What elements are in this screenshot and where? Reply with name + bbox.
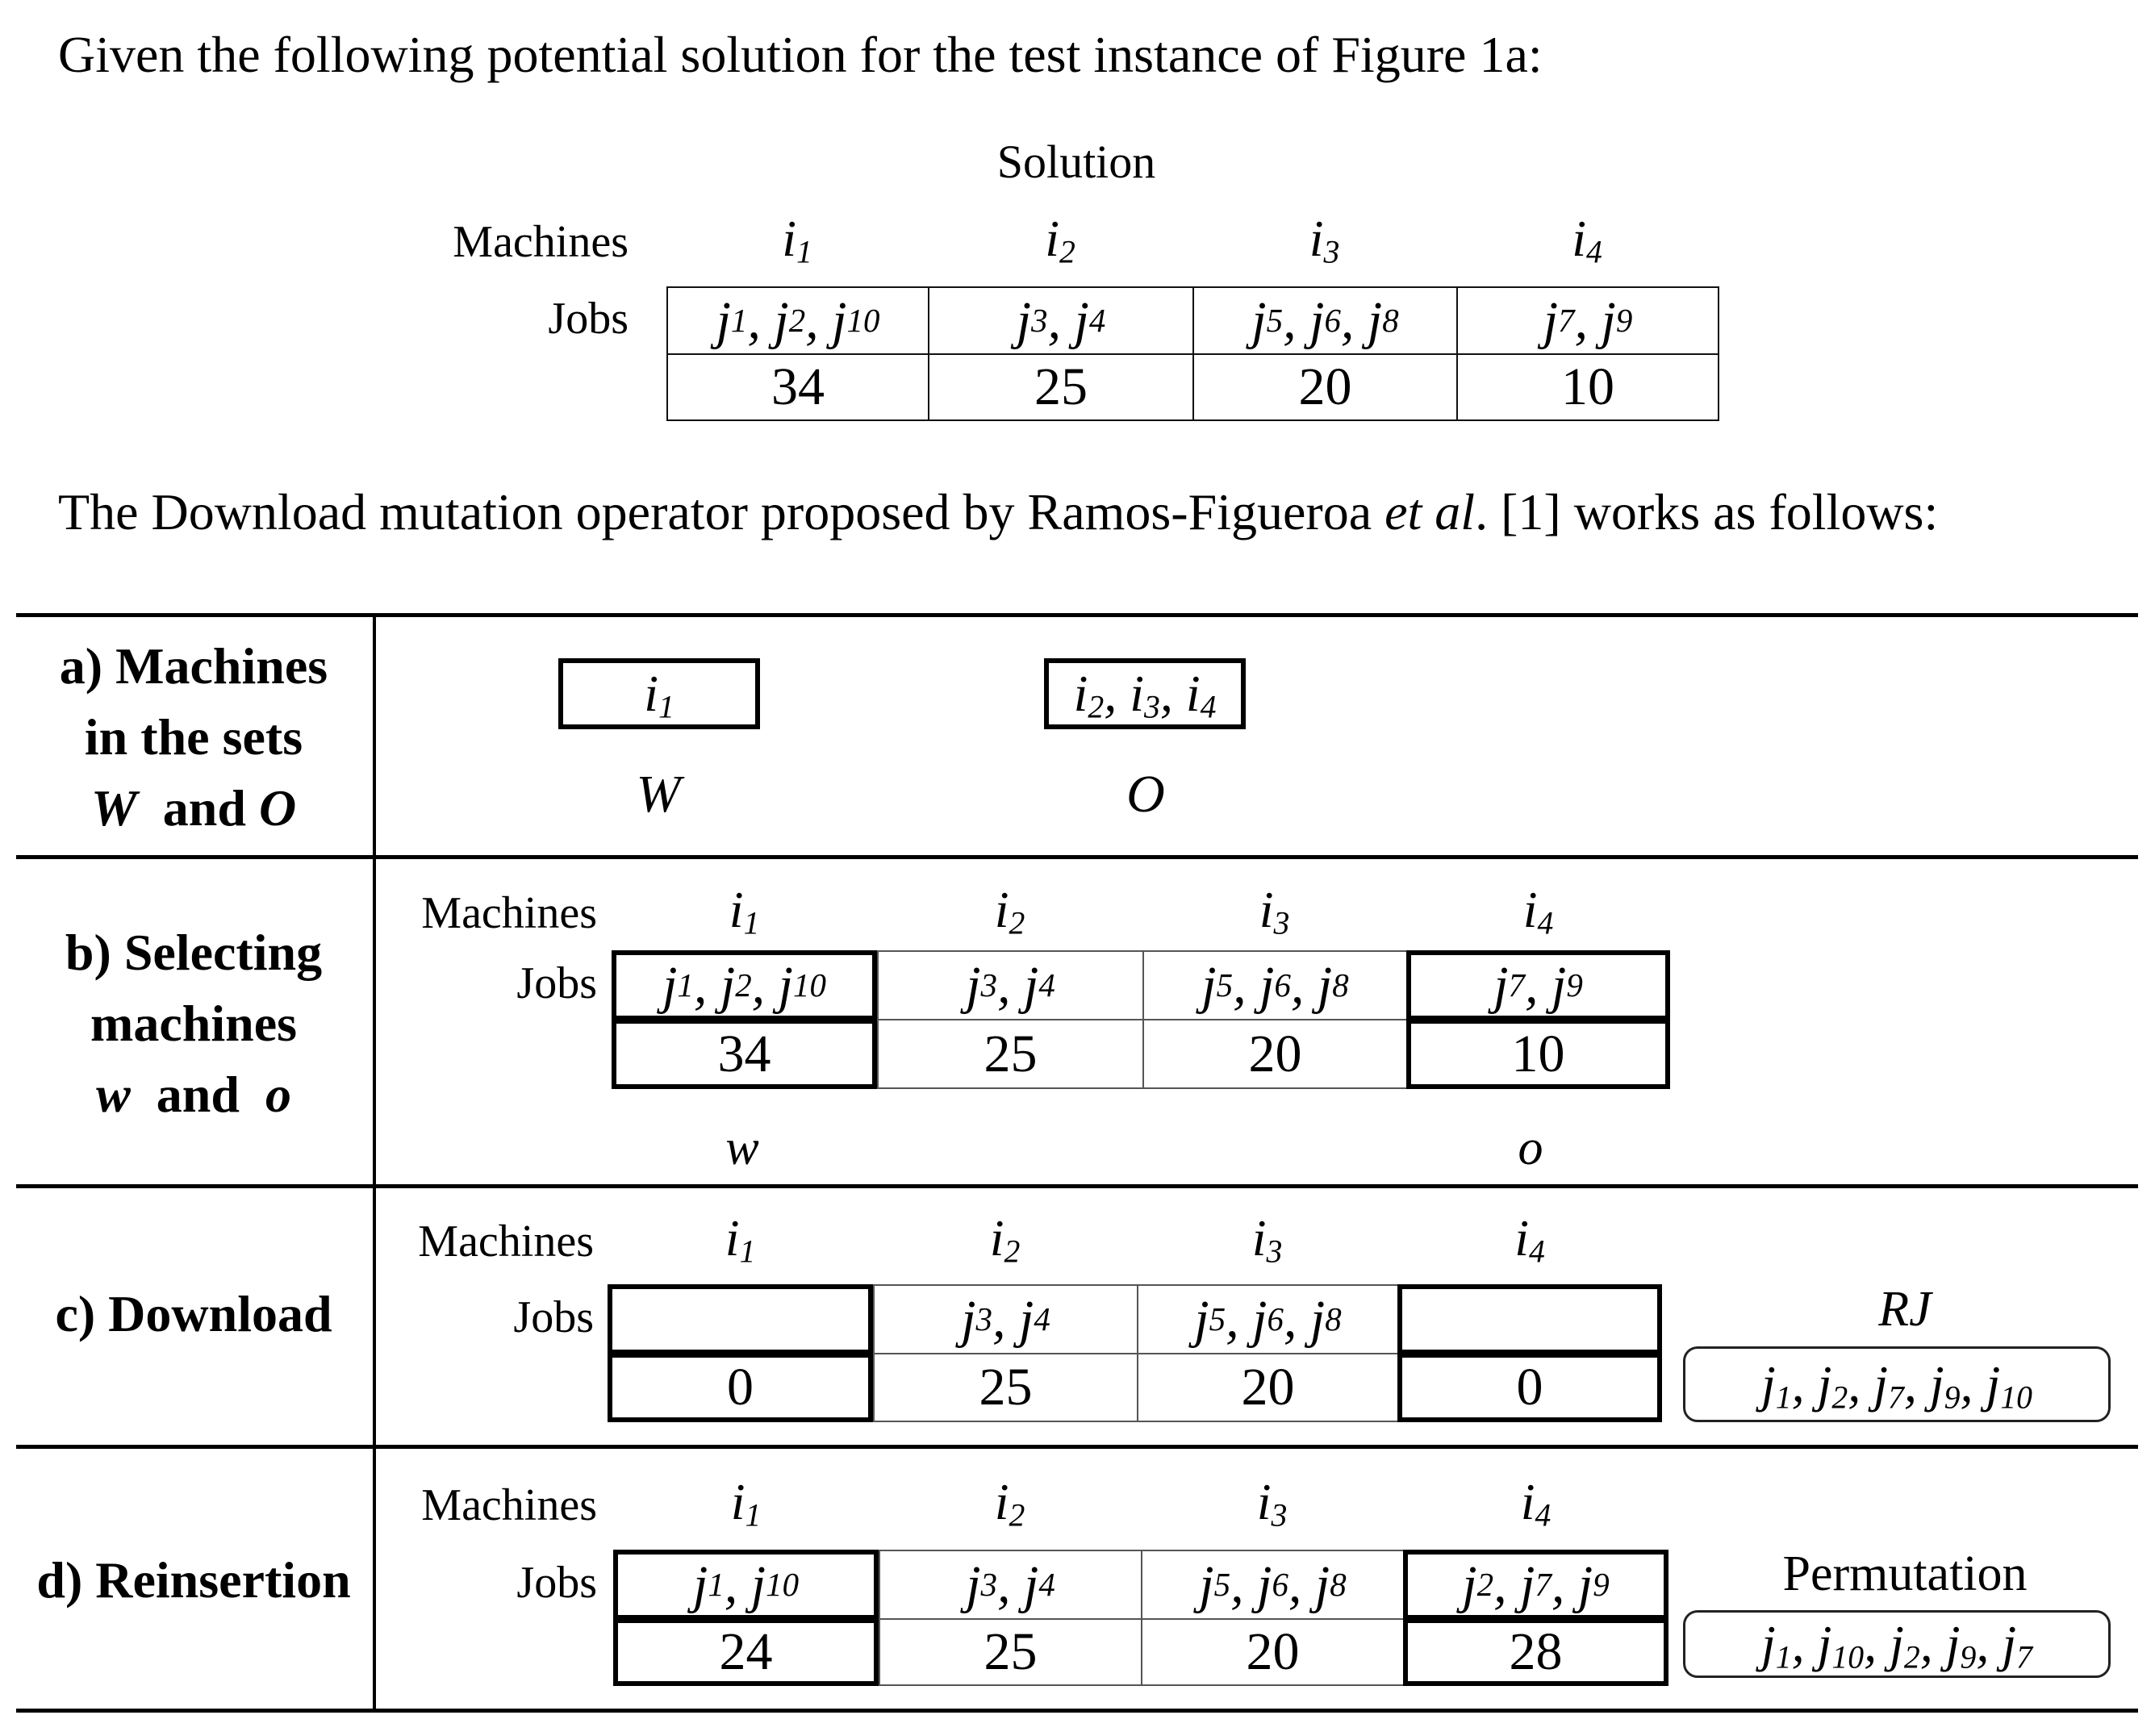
rule-top (16, 613, 2138, 617)
machine-header-3: $i_3$ (1309, 210, 1340, 270)
rule-c-d (16, 1445, 2138, 1449)
step-d-label: d) Reinsertion (36, 1551, 351, 1609)
permutation-list: $j_1$, $j_{10}$, $j_2$, $j_9$, $j_7$ (1761, 1615, 2032, 1675)
permutation-list-box (1683, 1610, 2111, 1678)
jobs-row-label: Jobs (548, 293, 629, 344)
jobs-cell-3: j 5 , j 6 , j 8 (1137, 1284, 1399, 1354)
jobs-cell-1 (608, 1284, 873, 1354)
set-w-name: W (636, 765, 681, 824)
machine-header-4: $i_4$ (1522, 881, 1554, 941)
jobs-cell-3: j 5 , j 6 , j 8 (1192, 286, 1458, 355)
step-b-label (16, 917, 371, 1130)
jobs-row-label: Jobs (516, 958, 597, 1008)
jobs-cell-4 (1397, 1284, 1662, 1354)
step-a-label-w: W (90, 779, 137, 837)
ci-cell-3: 20 (1141, 1618, 1405, 1686)
jobs-row-label: Jobs (516, 1557, 597, 1608)
machine-header-3: $i_3$ (1259, 881, 1290, 941)
paragraph-text-end: . [1] works as follows: (1475, 483, 1939, 540)
rj-list: $j_1$, $j_2$, $j_7$, $j_9$, $j_{10}$ (1761, 1355, 2032, 1416)
rule-a-b (16, 855, 2138, 859)
ci-cell-2: 25 (928, 353, 1194, 421)
step-b-label-line3 (16, 1059, 371, 1130)
ci-cell-3: 20 (1142, 1019, 1408, 1089)
jobs-cell-4: j 2 , j 7 , j 9 (1403, 1550, 1668, 1620)
ci-cell-2: 25 (873, 1353, 1138, 1422)
ci-cell-2: 25 (879, 1618, 1142, 1686)
et-al-text: et al (1384, 483, 1476, 540)
machines-row-label: Machines (418, 1216, 594, 1267)
set-w-members: $i_1$ (644, 665, 674, 725)
machine-header-3: $i_3$ (1251, 1209, 1283, 1270)
selected-o-label: o (1518, 1120, 1543, 1175)
jobs-cell-1: j 1 , j 2 , j 10 (612, 950, 877, 1020)
set-o-members: $i_2$, $i_3$, $i_4$ (1073, 665, 1217, 725)
ci-cell-4: 10 (1456, 353, 1719, 421)
step-b-label-o: o (265, 1066, 291, 1123)
step-a-label-o: O (258, 779, 297, 837)
paragraph-text: The Download mutation operator proposed by Ramos-Figueroa (58, 483, 1385, 540)
machine-header-1: $i_1$ (782, 210, 812, 270)
step-a-label (16, 631, 371, 844)
selected-w-label: w (725, 1120, 759, 1175)
step-a-label-line2: in the sets (84, 708, 303, 766)
ci-cell-1: 34 (666, 353, 929, 421)
jobs-cell-2: j 3 , j 4 (879, 1550, 1142, 1620)
machine-header-4: $i_4$ (1514, 1209, 1545, 1270)
ci-cell-4: 0 (1397, 1353, 1662, 1422)
rj-title: RJ (1878, 1282, 1932, 1337)
ci-cell-4: 10 (1406, 1019, 1670, 1089)
jobs-cell-1: j 1 , j 10 (613, 1550, 879, 1620)
set-o-name: O (1126, 765, 1165, 824)
set-w-box (558, 658, 760, 729)
machine-header-1: $i_1$ (730, 1473, 762, 1534)
ci-cell-1: 34 (612, 1019, 877, 1089)
machine-header-2: $i_2$ (994, 1473, 1025, 1534)
step-b-label-line1: b) Selecting (65, 924, 323, 981)
machine-header-4: $i_4$ (1572, 210, 1602, 270)
machine-header-2: $i_2$ (989, 1209, 1021, 1270)
machine-header-4: $i_4$ (1520, 1473, 1552, 1534)
machine-header-3: $i_3$ (1256, 1473, 1288, 1534)
step-a-label-line1: a) Machines (59, 637, 328, 695)
rj-list-box (1683, 1346, 2111, 1422)
jobs-cell-2: j 3 , j 4 (877, 950, 1144, 1020)
step-a-label-line3 (16, 773, 371, 844)
machine-header-1: $i_1$ (725, 1209, 756, 1270)
step-b-label-w: w (96, 1066, 131, 1123)
ci-cell-4: 28 (1403, 1618, 1668, 1686)
step-b-label-and: and (156, 1066, 240, 1123)
machines-row-label: Machines (421, 888, 597, 938)
jobs-cell-3: j 5 , j 6 , j 8 (1142, 950, 1408, 1020)
jobs-cell-3: j 5 , j 6 , j 8 (1141, 1550, 1405, 1620)
rule-b-c (16, 1184, 2138, 1188)
intro-text: Given the following potential solution for the test instance of Figure 1a: (58, 26, 1543, 83)
jobs-cell-2: j 3 , j 4 (928, 286, 1194, 355)
set-o-box (1044, 658, 1246, 729)
jobs-cell-4: j 7 , j 9 (1406, 950, 1670, 1020)
machine-header-2: $i_2$ (1045, 210, 1075, 270)
column-divider (373, 615, 376, 1713)
jobs-cell-2: j 3 , j 4 (873, 1284, 1138, 1354)
solution-title: Solution (996, 136, 1156, 188)
step-c-label: c) Download (55, 1285, 332, 1342)
ci-cell-1: 24 (613, 1618, 879, 1686)
ci-cell-3: 20 (1137, 1353, 1399, 1422)
ci-cell-2: 25 (877, 1019, 1144, 1089)
ci-cell-3: 20 (1192, 353, 1458, 421)
permutation-title: Permutation (1782, 1546, 2028, 1601)
jobs-row-label: Jobs (513, 1292, 594, 1342)
machines-row-label: Machines (421, 1480, 597, 1530)
jobs-cell-1: j 1 , j 2 , j 10 (666, 286, 929, 355)
rule-bottom (16, 1709, 2138, 1713)
machine-header-2: $i_2$ (994, 881, 1025, 941)
jobs-cell-4: j 7 , j 9 (1456, 286, 1719, 355)
ci-cell-1: 0 (608, 1353, 873, 1422)
machine-header-1: $i_1$ (729, 881, 760, 941)
step-a-label-and: and (162, 779, 246, 837)
machines-row-label: Machines (453, 217, 629, 267)
step-b-label-line2: machines (90, 995, 297, 1052)
description-paragraph (58, 476, 2095, 548)
